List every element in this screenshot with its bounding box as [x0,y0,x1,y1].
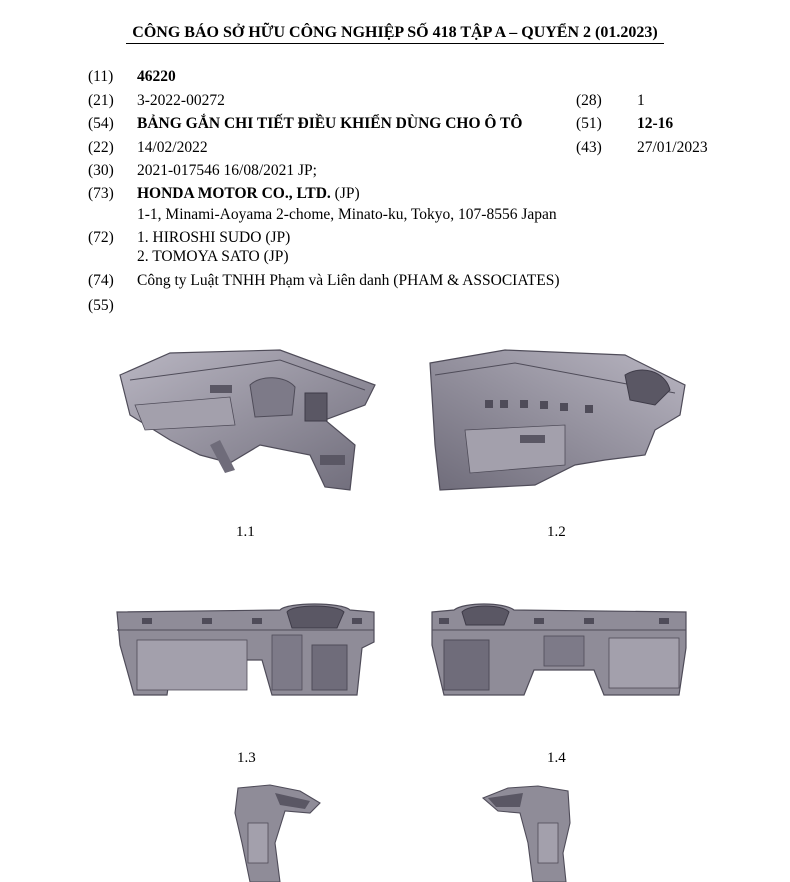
figure-caption: 1.4 [547,750,566,766]
owner-country: (JP) [330,185,360,202]
design-title: BẢNG GẮN CHI TIẾT ĐIỀU KHIỂN DÙNG CHO Ô TÔ [137,115,523,132]
field-code: (28) [576,92,602,109]
field-22-row [0,139,790,160]
figure-1-4-drawing [424,600,694,700]
field-code: (54) [88,115,114,132]
filing-date: 14/02/2022 [137,139,208,156]
designer-1: 1. HIROSHI SUDO (JP) [137,229,291,246]
figure-1-6-drawing [478,783,578,882]
field-54-row [0,115,790,136]
field-73-address-row [0,206,790,227]
field-30-row [0,162,790,183]
field-code: (11) [88,68,114,85]
field-code: (72) [88,229,114,246]
field-code: (51) [576,115,602,132]
figure-caption: 1.2 [547,524,566,540]
field-code: (55) [88,297,114,314]
field-11-row [0,68,790,89]
priority-data: 2021-017546 16/08/2021 JP; [137,162,317,179]
figure-1-2-drawing [425,345,695,495]
field-code: (74) [88,272,114,289]
figure-caption: 1.1 [236,524,255,540]
figure-1-5-drawing [230,783,330,882]
application-number: 3-2022-00272 [137,92,225,109]
bulletin-header [0,24,790,42]
design-count: 1 [637,92,645,109]
figure-1-3-drawing [112,600,382,700]
registration-number: 46220 [137,68,176,85]
figure-1-1-drawing [110,345,380,495]
field-74-row [0,272,790,293]
bulletin-title: CÔNG BÁO SỞ HỮU CÔNG NGHIỆP SỐ 418 TẬP A – QUYỂN 2 (01.2023) [126,24,663,44]
owner-address: 1-1, Minami-Aoyama 2-chome, Minato-ku, Tokyo, 107-8556 Japan [137,206,557,223]
field-code: (43) [576,139,602,156]
ip-agent: Công ty Luật TNHH Phạm và Liên danh (PHAM & ASSOCIATES) [137,272,560,289]
publication-date: 27/01/2023 [637,139,708,156]
field-73-row [0,185,790,206]
field-code: (21) [88,92,114,109]
field-55-row [0,297,790,318]
designer-2: 2. TOMOYA SATO (JP) [137,248,289,265]
field-code: (30) [88,162,114,179]
field-21-row [0,92,790,113]
field-72-row-2 [0,248,790,269]
figure-caption: 1.3 [237,750,256,766]
field-code: (22) [88,139,114,156]
locarno-class: 12-16 [637,115,674,132]
owner-name: HONDA MOTOR CO., LTD. [137,185,331,202]
field-code: (73) [88,185,114,202]
field-72-row [0,229,790,250]
